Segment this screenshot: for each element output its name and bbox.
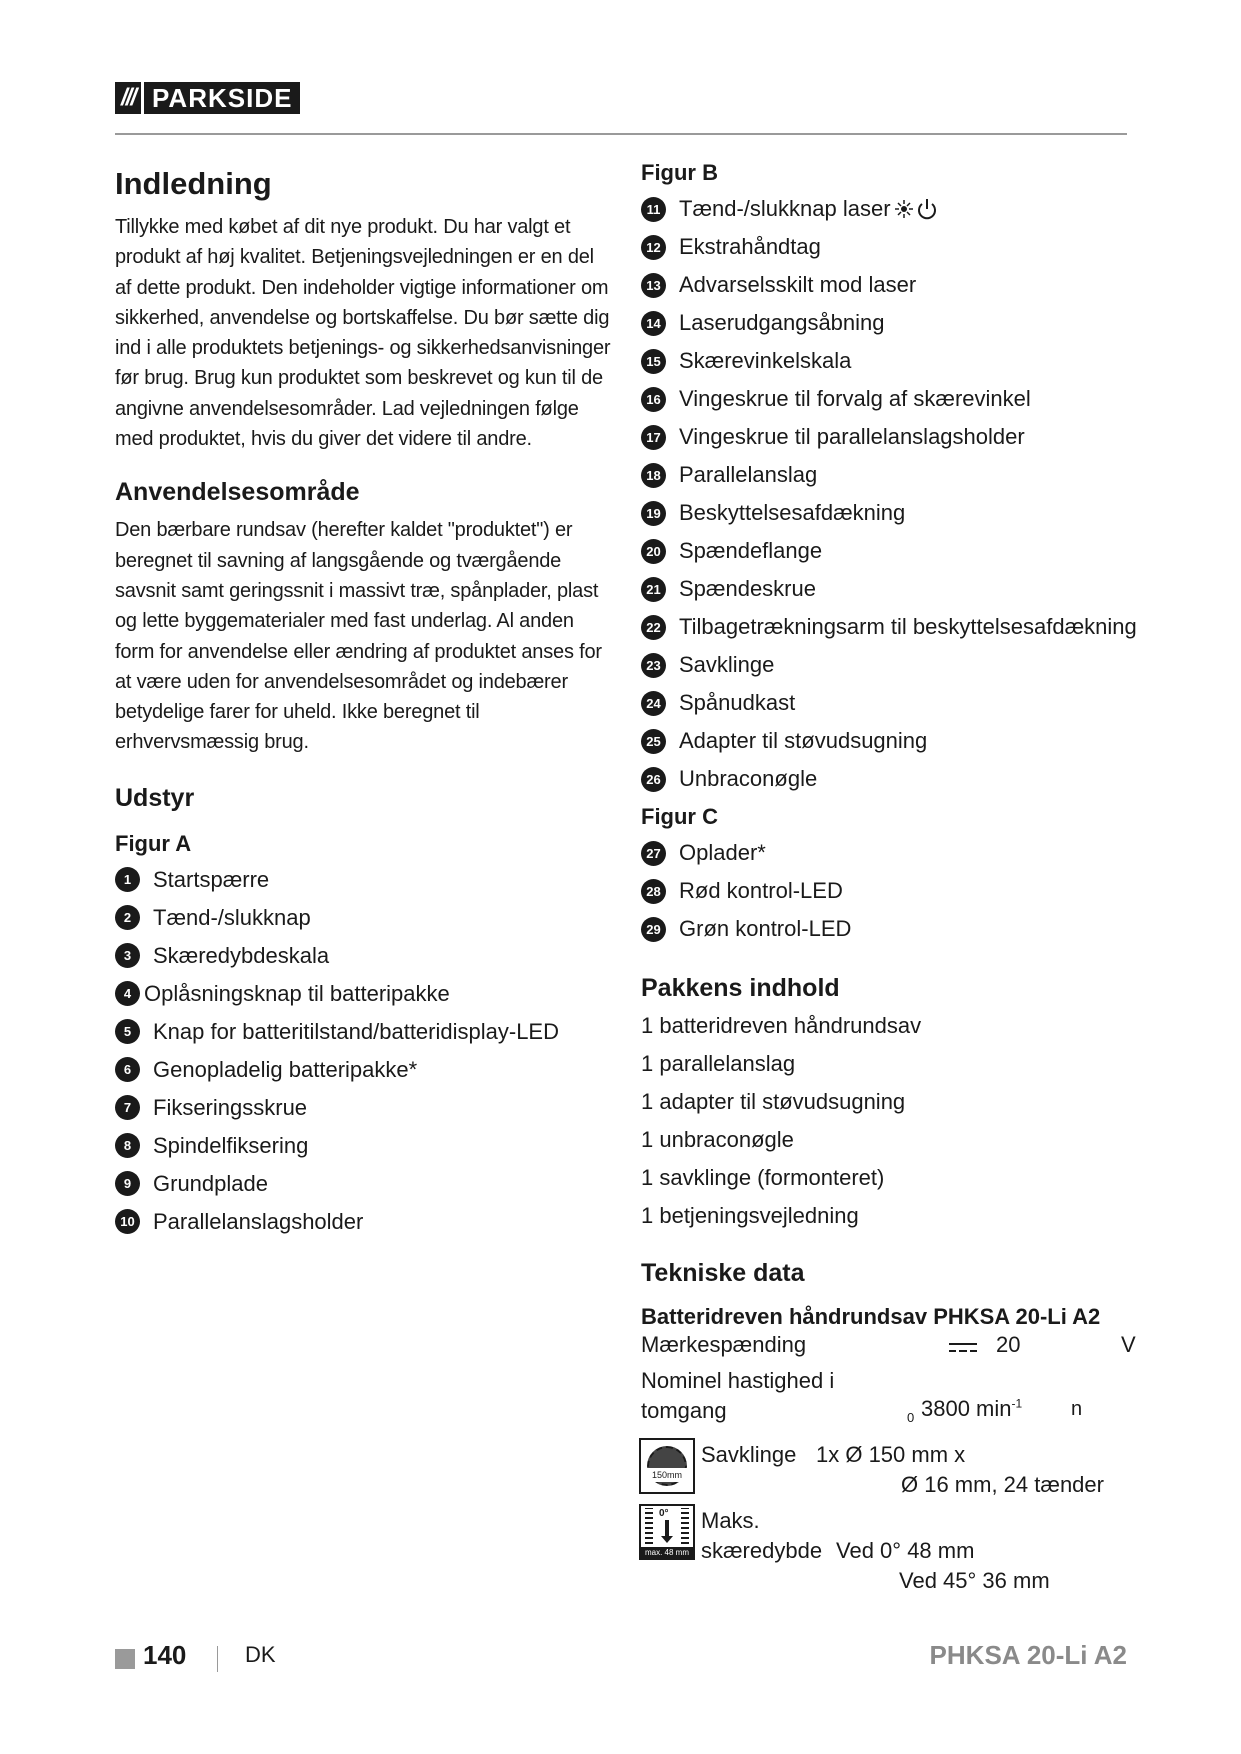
item-label: Tænd-/slukknap: [153, 904, 311, 930]
list-item: [641, 608, 1141, 646]
laser-icon: [893, 199, 915, 219]
voltage-unit: V: [1121, 1332, 1136, 1357]
item-number-badge: 18: [641, 463, 666, 488]
package-item: 1 savklinge (formonteret): [641, 1165, 885, 1190]
saw-blade-icon: [639, 1438, 695, 1494]
intro-heading: Indledning: [115, 166, 272, 201]
list-item: [641, 190, 1141, 228]
list-item: [641, 342, 1141, 380]
list-item: [641, 532, 1141, 570]
page-footer: [115, 1640, 1127, 1680]
package-list: [641, 1007, 1141, 1235]
list-item: [115, 1051, 613, 1089]
depth-label-line1: Maks.: [701, 1508, 760, 1533]
cutting-depth-icon: [639, 1504, 695, 1560]
usage-text: Den bærbare rundsav (herefter kaldet "produktet") er beregnet til savning af langsgående og tværgående savsnit samt geringssnit i massivt træ, spånplader, plast og lette byggematerialer med fast underlag. Al anden form for anvendelse eller ændring af produktet anses for at være uden for anvendelsesområdet og indebærer betydelige farer for uheld. Ikke beregnet til erhvervsmæssig brug.: [115, 519, 602, 754]
package-item: 1 batteridreven håndrundsav: [641, 1013, 922, 1038]
list-item: [641, 570, 1141, 608]
item-number-badge: 5: [115, 1019, 140, 1044]
list-item: [115, 861, 613, 899]
item-label: Skæredybdeskala: [153, 942, 330, 968]
depth-label-line2: skæredybde: [701, 1538, 823, 1563]
item-label: Beskyttelsesafdækning: [679, 500, 906, 525]
speed-symbol: n: [1071, 1398, 1083, 1420]
item-number-badge: 3: [115, 943, 140, 968]
item-number-badge: 26: [641, 767, 666, 792]
voltage-label: Mærkespænding: [641, 1332, 807, 1357]
list-item: [641, 684, 1141, 722]
item-number-badge: 27: [641, 841, 666, 866]
list-item: [641, 456, 1141, 494]
list-item: [641, 494, 1141, 532]
item-label: Tænd-/slukknap laser: [679, 196, 891, 221]
item-label: Spindelfiksering: [153, 1132, 309, 1158]
list-item: [641, 266, 1141, 304]
list-item: [641, 910, 1141, 948]
tech-table: [641, 1332, 1141, 1632]
item-label: Grøn kontrol-LED: [679, 916, 852, 941]
item-number-badge: 14: [641, 311, 666, 336]
list-item: [115, 975, 613, 1013]
footer-square-marker: [115, 1649, 135, 1669]
item-label: Laserudgangsåbning: [679, 310, 885, 335]
blade-value-line1: 1x Ø 150 mm x: [816, 1442, 966, 1467]
figure-c-title: Figur C: [641, 804, 718, 829]
item-label: Oplåsningsknap til batteripakke: [144, 980, 450, 1006]
list-item: [641, 418, 1141, 456]
item-number-badge: 8: [115, 1133, 140, 1158]
item-number-badge: 25: [641, 729, 666, 754]
list-item: [115, 1127, 613, 1165]
item-label: Parallelanslag: [679, 462, 818, 487]
list-item: [641, 722, 1141, 760]
speed-label-line2: tomgang: [641, 1398, 727, 1423]
item-label: Oplader*: [679, 840, 766, 865]
item-number-badge: 20: [641, 539, 666, 564]
speed-exponent: -1: [1011, 1396, 1023, 1411]
item-number-badge: 9: [115, 1171, 140, 1196]
item-number-badge: 13: [641, 273, 666, 298]
package-item: 1 adapter til støvudsugning: [641, 1089, 906, 1114]
blade-label: Savklinge: [701, 1442, 797, 1467]
brand-logo: [115, 82, 300, 114]
item-label: Knap for batteritilstand/batteridisplay-LED: [153, 1018, 559, 1044]
footer-divider: [217, 1646, 218, 1672]
list-item: [115, 899, 613, 937]
item-label: Savklinge: [679, 652, 775, 677]
cutting-depth-icon-top: 0°: [659, 1508, 669, 1519]
item-label: Adapter til støvudsugning: [679, 728, 928, 753]
item-label: Ekstrahåndtag: [679, 234, 821, 259]
left-column: [115, 160, 613, 1241]
item-label: Genopladelig batteripakke*: [153, 1056, 418, 1082]
item-label: Spånudkast: [679, 690, 796, 715]
item-label: Fikseringsskrue: [153, 1094, 308, 1120]
item-number-badge: 29: [641, 917, 666, 942]
item-number-badge: 21: [641, 577, 666, 602]
figure-b-title: Figur B: [641, 160, 718, 185]
right-column: [641, 160, 1141, 1632]
package-item: 1 unbraconøgle: [641, 1127, 794, 1152]
list-item: [115, 1013, 613, 1051]
speed-label-line1: Nominel hastighed i: [641, 1368, 835, 1393]
figure-c-list: [641, 834, 1141, 948]
list-item: [115, 1089, 613, 1127]
page-number: 140: [143, 1640, 187, 1670]
list-item: [641, 646, 1141, 684]
package-heading: Pakkens indhold: [641, 974, 840, 1002]
speed-subscript: 0: [907, 1410, 915, 1425]
figure-a-title: Figur A: [115, 830, 192, 856]
item-number-badge: 2: [115, 905, 140, 930]
item-number-badge: 11: [641, 197, 666, 222]
logo-slashes: ///: [115, 82, 141, 114]
list-item: [641, 380, 1141, 418]
logo-text: PARKSIDE: [144, 82, 300, 114]
item-number-badge: 16: [641, 387, 666, 412]
list-item: [641, 228, 1141, 266]
item-label: Startspærre: [153, 866, 270, 892]
equipment-heading: Udstyr: [115, 783, 195, 812]
list-item: [641, 760, 1141, 798]
tech-heading: Tekniske data: [641, 1259, 805, 1287]
item-number-badge: 24: [641, 691, 666, 716]
package-item: 1 betjeningsvejledning: [641, 1203, 859, 1228]
language-code: DK: [245, 1642, 276, 1667]
item-label: Skærevinkelskala: [679, 348, 852, 373]
speed-value-group: [921, 1396, 1022, 1422]
item-number-badge: 12: [641, 235, 666, 260]
power-icon: [915, 198, 939, 220]
dc-symbol-icon: [949, 1342, 977, 1354]
depth-value-line2: Ved 45° 36 mm: [899, 1568, 1050, 1593]
item-number-badge: 17: [641, 425, 666, 450]
usage-heading: Anvendelsesområde: [115, 478, 360, 507]
item-number-badge: 10: [115, 1209, 140, 1234]
item-number-badge: 19: [641, 501, 666, 526]
item-label: Vingeskrue til parallelanslagsholder: [679, 424, 1025, 449]
item-number-badge: 22: [641, 615, 666, 640]
list-item: [641, 304, 1141, 342]
item-number-badge: 4: [115, 981, 140, 1006]
saw-blade-icon-text: 150mm: [641, 1468, 693, 1482]
item-number-badge: 23: [641, 653, 666, 678]
item-label: Parallelanslagsholder: [153, 1208, 364, 1234]
blade-value-line2: Ø 16 mm, 24 tænder: [901, 1472, 1104, 1497]
item-label: Vingeskrue til forvalg af skærevinkel: [679, 386, 1031, 411]
figure-a-list: [115, 861, 613, 1241]
footer-model: PHKSA 20-Li A2: [929, 1640, 1127, 1670]
depth-value-line1: Ved 0° 48 mm: [836, 1538, 975, 1563]
item-label: Unbraconøgle: [679, 766, 818, 791]
header-divider: [115, 133, 1127, 135]
intro-text: Tillykke med købet af dit nye produkt. Du har valgt et produkt af høj kvalitet. Betjeningsvejledningen er en del af dette produkt. Den indeholder vigtige informationer om sikkerhed, anvendelse og bortskaffelse. Du bør sætte dig ind i alle produktets betjenings- og sikkerhedsanvisninger før brug. Brug kun produktet som beskrevet og kun til de angivne anvendelsesområder. Lad vejledningen følge med produktet, hvis du giver det videre til andre.: [115, 216, 611, 451]
list-item: [115, 1203, 613, 1241]
cutting-depth-icon-bottom: max. 48 mm: [641, 1547, 693, 1558]
item-number-badge: 1: [115, 867, 140, 892]
list-item: [641, 872, 1141, 910]
item-number-badge: 15: [641, 349, 666, 374]
item-number-badge: 28: [641, 879, 666, 904]
item-label: Spændeflange: [679, 538, 823, 563]
item-number-badge: 6: [115, 1057, 140, 1082]
voltage-value: 20: [996, 1332, 1021, 1357]
item-label: Advarselsskilt mod laser: [679, 272, 917, 297]
list-item: [115, 1165, 613, 1203]
speed-value: 3800 min: [921, 1396, 1012, 1421]
list-item: [115, 937, 613, 975]
item-number-badge: 7: [115, 1095, 140, 1120]
package-item: 1 parallelanslag: [641, 1051, 796, 1076]
tech-subtitle: Batteridreven håndrundsav PHKSA 20-Li A2: [641, 1304, 1101, 1329]
figure-b-list: [641, 190, 1141, 798]
item-label: Spændeskrue: [679, 576, 816, 601]
item-label: Grundplade: [153, 1170, 268, 1196]
item-label: Tilbagetrækningsarm til beskyttelsesafdækning: [679, 614, 1137, 639]
item-label: Rød kontrol-LED: [679, 878, 843, 903]
list-item: [641, 834, 1141, 872]
